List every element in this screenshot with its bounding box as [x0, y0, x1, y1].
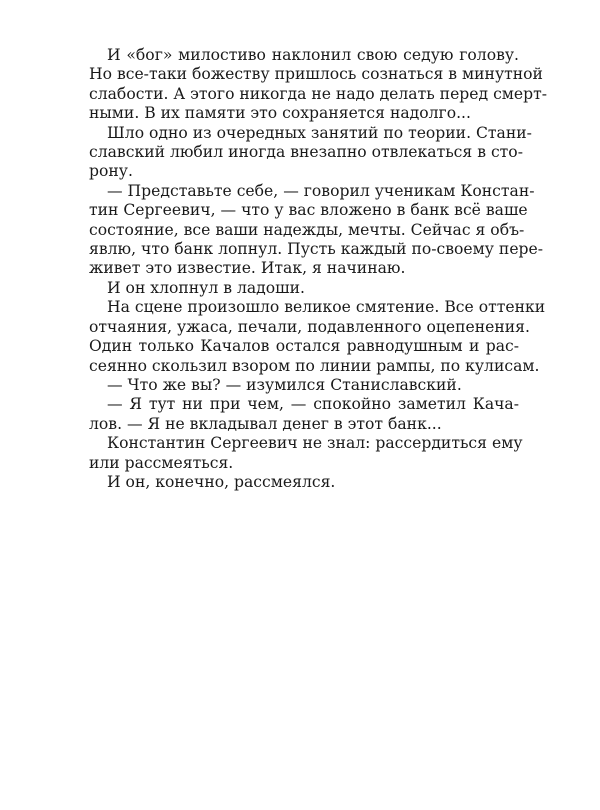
- page-text-block: [89, 46, 548, 492]
- paragraph-9: [89, 473, 519, 492]
- text-line: Один только Качалов остался равнодушным и рас-: [89, 337, 519, 356]
- text-line: отчаяния, ужаса, печали, подавленного оцепенения.: [89, 317, 530, 336]
- text-line: И «бог» милостиво наклонил свою седую голову.: [107, 46, 519, 64]
- text-line: или рассмеяться.: [89, 453, 234, 472]
- paragraph-7: [89, 395, 519, 434]
- text-line: Шло одно из очередных занятий по теории. Стани-: [107, 123, 532, 142]
- text-line: Но все-таки божеству пришлось сознаться в минутной: [89, 65, 543, 84]
- text-line: слабости. А этого никогда не надо делать перед смерт-: [89, 84, 548, 103]
- paragraph-2: [89, 123, 532, 182]
- text-line: На сцене произошло великое смятение. Все оттенки: [107, 298, 546, 317]
- text-line: живет это известие. Итак, я начинаю.: [89, 259, 406, 278]
- paragraph-1: [89, 46, 548, 124]
- text-line: тин Сергеевич, — что у вас вложено в банк всё ваше: [89, 201, 528, 220]
- text-line: И он, конечно, рассмеялся.: [107, 472, 336, 491]
- text-line: славский любил иногда внезапно отвлекаться в сто-: [89, 143, 523, 162]
- paragraph-4: [89, 279, 519, 298]
- text-line: сеянно скользил взором по линии рампы, по кулисам.: [89, 356, 540, 375]
- paragraph-6: [89, 376, 519, 395]
- text-line: — Представьте себе, — говорил ученикам Констан-: [107, 181, 535, 200]
- paragraph-3: [89, 181, 544, 279]
- paragraph-5: [89, 298, 546, 376]
- text-line: лов. — Я не вкладывал денег в этот банк...: [89, 414, 442, 433]
- text-line: — Что же вы? — изумился Станиславский.: [107, 375, 462, 394]
- text-line: — Я тут ни при чем, — спокойно заметил Кача-: [107, 395, 519, 414]
- paragraph-8: [89, 434, 523, 473]
- text-line: явлю, что банк лопнул. Пусть каждый по-своему пере-: [89, 240, 544, 259]
- text-line: И он хлопнул в ладоши.: [107, 278, 305, 297]
- text-line: рону.: [89, 162, 133, 181]
- text-line: ными. В их памяти это сохраняется надолго...: [89, 104, 471, 123]
- text-line: Константин Сергеевич не знал: рассердиться ему: [107, 434, 523, 453]
- text-line: состояние, все ваши надежды, мечты. Сейчас я объ-: [89, 220, 525, 239]
